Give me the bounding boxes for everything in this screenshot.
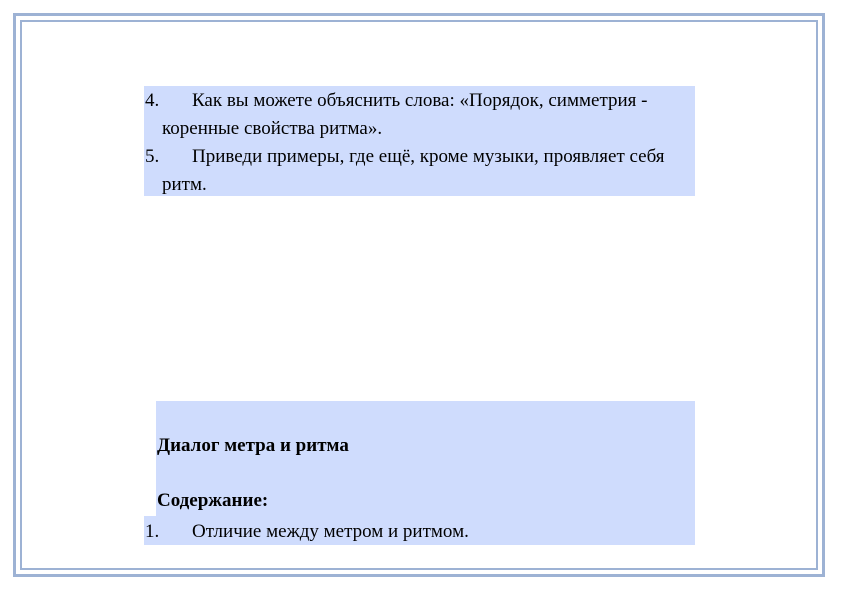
question-number: 5.	[145, 146, 160, 167]
contents-list-item	[144, 516, 695, 545]
questions-block	[144, 86, 695, 196]
lesson-block	[156, 401, 695, 516]
contents-item-number: 1.	[145, 521, 160, 542]
contents-item-text: Отличие между метром и ритмом.	[192, 521, 469, 542]
lesson-title: Диалог метра и ритма	[157, 435, 349, 456]
question-item	[144, 87, 695, 143]
question-item	[144, 143, 695, 199]
question-text: Как вы можете объяснить слова: «Порядок, симметрия - коренные свойства ритма».	[162, 90, 648, 139]
question-text: Приведи примеры, где ещё, кроме музыки, проявляет себя ритм.	[162, 146, 665, 195]
contents-heading: Содержание:	[157, 490, 269, 511]
question-number: 4.	[145, 90, 160, 111]
